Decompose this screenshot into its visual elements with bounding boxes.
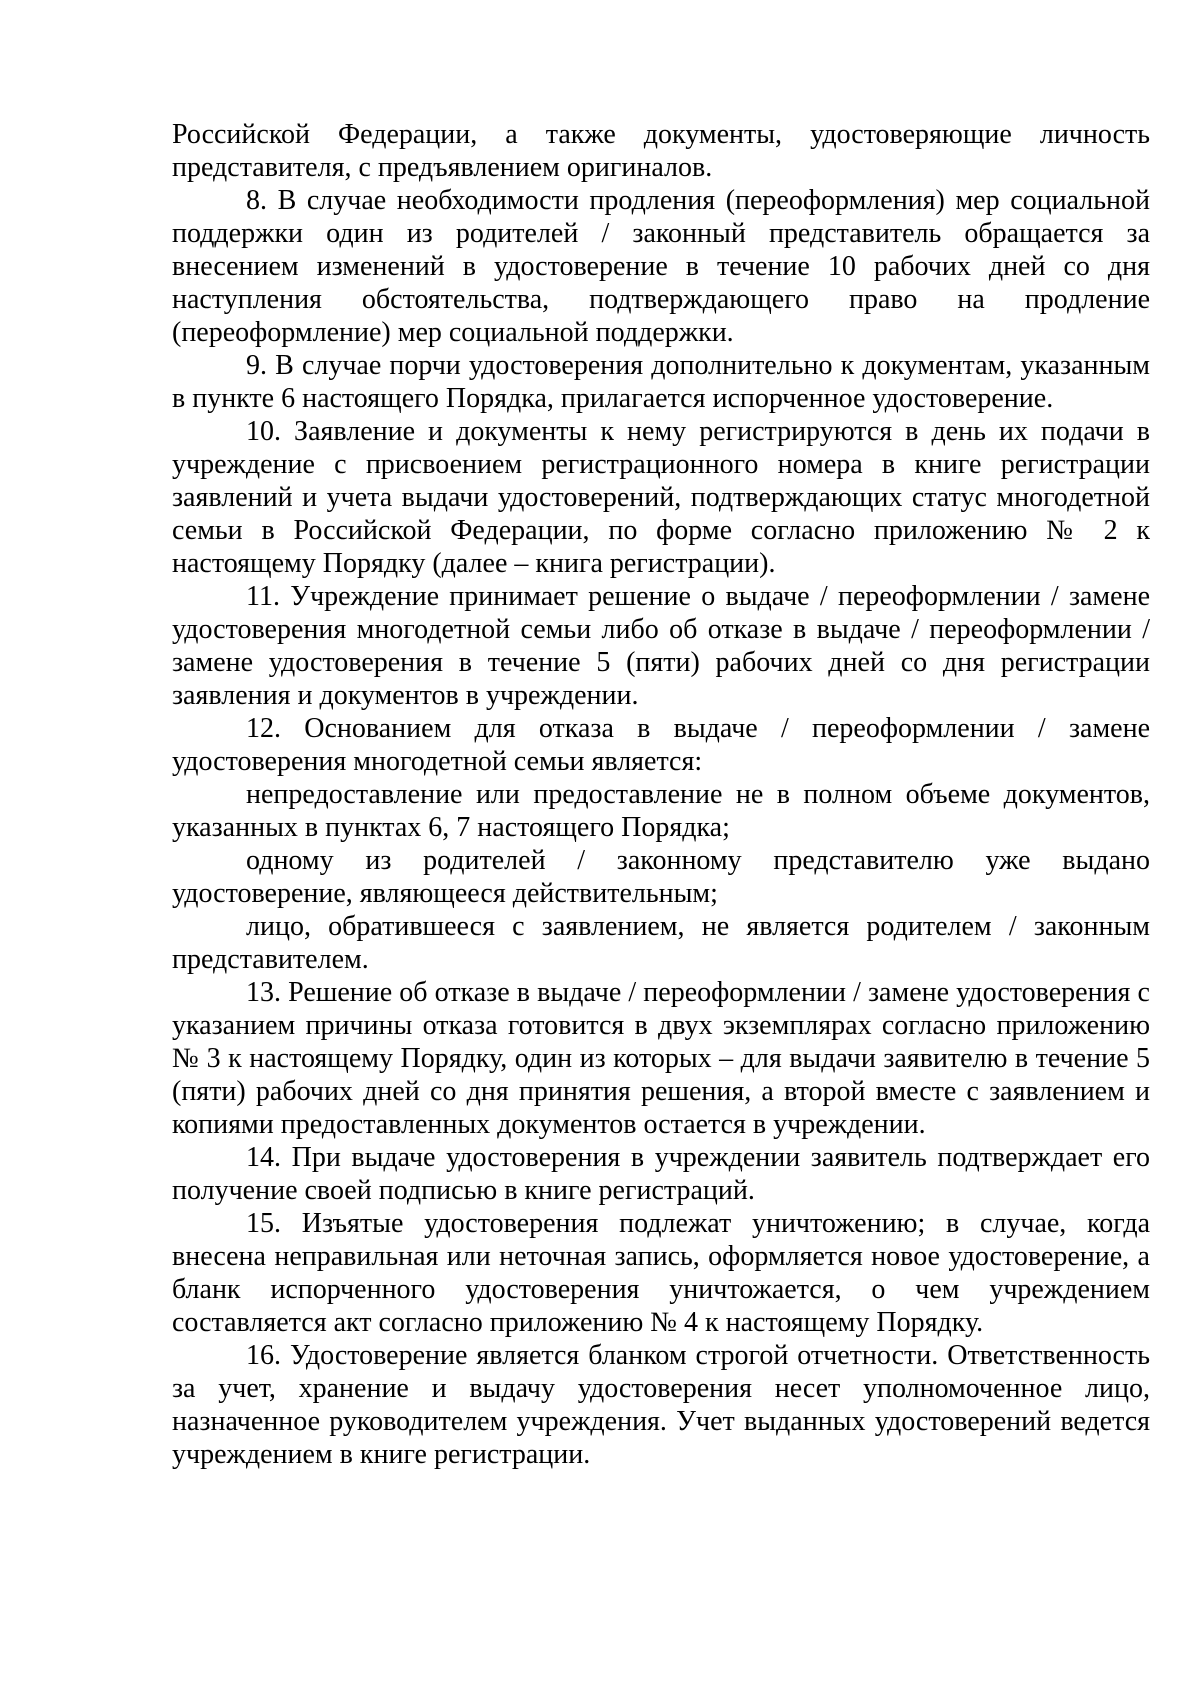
paragraph-continuation: Российской Федерации, а также документы, удостоверяющие личность представителя, с предъявлением оригиналов.	[172, 119, 1150, 183]
paragraph-11: 11. Учреждение принимает решение о выдаче / переоформлении / замене удостоверения многодетной семьи либо об отказе в выдаче / переоформлении / замене удостоверения в течение 5 (пяти) рабочих дней со дня регистрации заявления и документов в учреждении.	[172, 581, 1150, 711]
document-page	[172, 118, 1150, 1471]
paragraph-16: 16. Удостоверение является бланком строгой отчетности. Ответственность за учет, хранение и выдачу удостоверения несет уполномоченное лицо, назначенное руководителем учреждения. Учет выданных удостоверений ведется учреждением в книге регистрации.	[172, 1340, 1150, 1470]
paragraph-12-item-3: лицо, обратившееся с заявлением, не является родителем / законным представителем.	[172, 911, 1150, 975]
paragraph-14: 14. При выдаче удостоверения в учреждении заявитель подтверждает его получение своей подписью в книге регистраций.	[172, 1142, 1150, 1206]
paragraph-15: 15. Изъятые удостоверения подлежат уничтожению; в случае, когда внесена неправильная или неточная запись, оформляется новое удостоверение, а бланк испорченного удостоверения уничтожается, о чем учреждением составляется акт согласно приложению № 4 к настоящему Порядку.	[172, 1208, 1150, 1338]
paragraph-9: 9. В случае порчи удостоверения дополнительно к документам, указанным в пункте 6 настоящего Порядка, прилагается испорченное удостоверение.	[172, 350, 1150, 414]
paragraph-12: 12. Основанием для отказа в выдаче / переоформлении / замене удостоверения многодетной семьи является:	[172, 713, 1150, 777]
paragraph-12-item-1: непредоставление или предоставление не в полном объеме документов, указанных в пунктах 6, 7 настоящего Порядка;	[172, 779, 1150, 843]
paragraph-12-item-2: одному из родителей / законному представителю уже выдано удостоверение, являющееся действительным;	[172, 845, 1150, 909]
paragraph-13: 13. Решение об отказе в выдаче / переоформлении / замене удостоверения с указанием причины отказа готовится в двух экземплярах согласно приложению № 3 к настоящему Порядку, один из которых – для выдачи заявителю в течение 5 (пяти) рабочих дней со дня принятия решения, а второй вместе с заявлением и копиями предоставленных документов остается в учреждении.	[172, 977, 1150, 1140]
paragraph-8: 8. В случае необходимости продления (переоформления) мер социальной поддержки один из родителей / законный представитель обращается за внесением изменений в удостоверение в течение 10 рабочих дней со дня наступления обстоятельства, подтверждающего право на продление (переоформление) мер социальной поддержки.	[172, 185, 1150, 348]
paragraph-10: 10. Заявление и документы к нему регистрируются в день их подачи в учреждение с присвоением регистрационного номера в книге регистрации заявлений и учета выдачи удостоверений, подтверждающих статус многодетной семьи в Российской Федерации, по форме согласно приложению № 2 к настоящему Порядку (далее – книга регистрации).	[172, 416, 1150, 579]
